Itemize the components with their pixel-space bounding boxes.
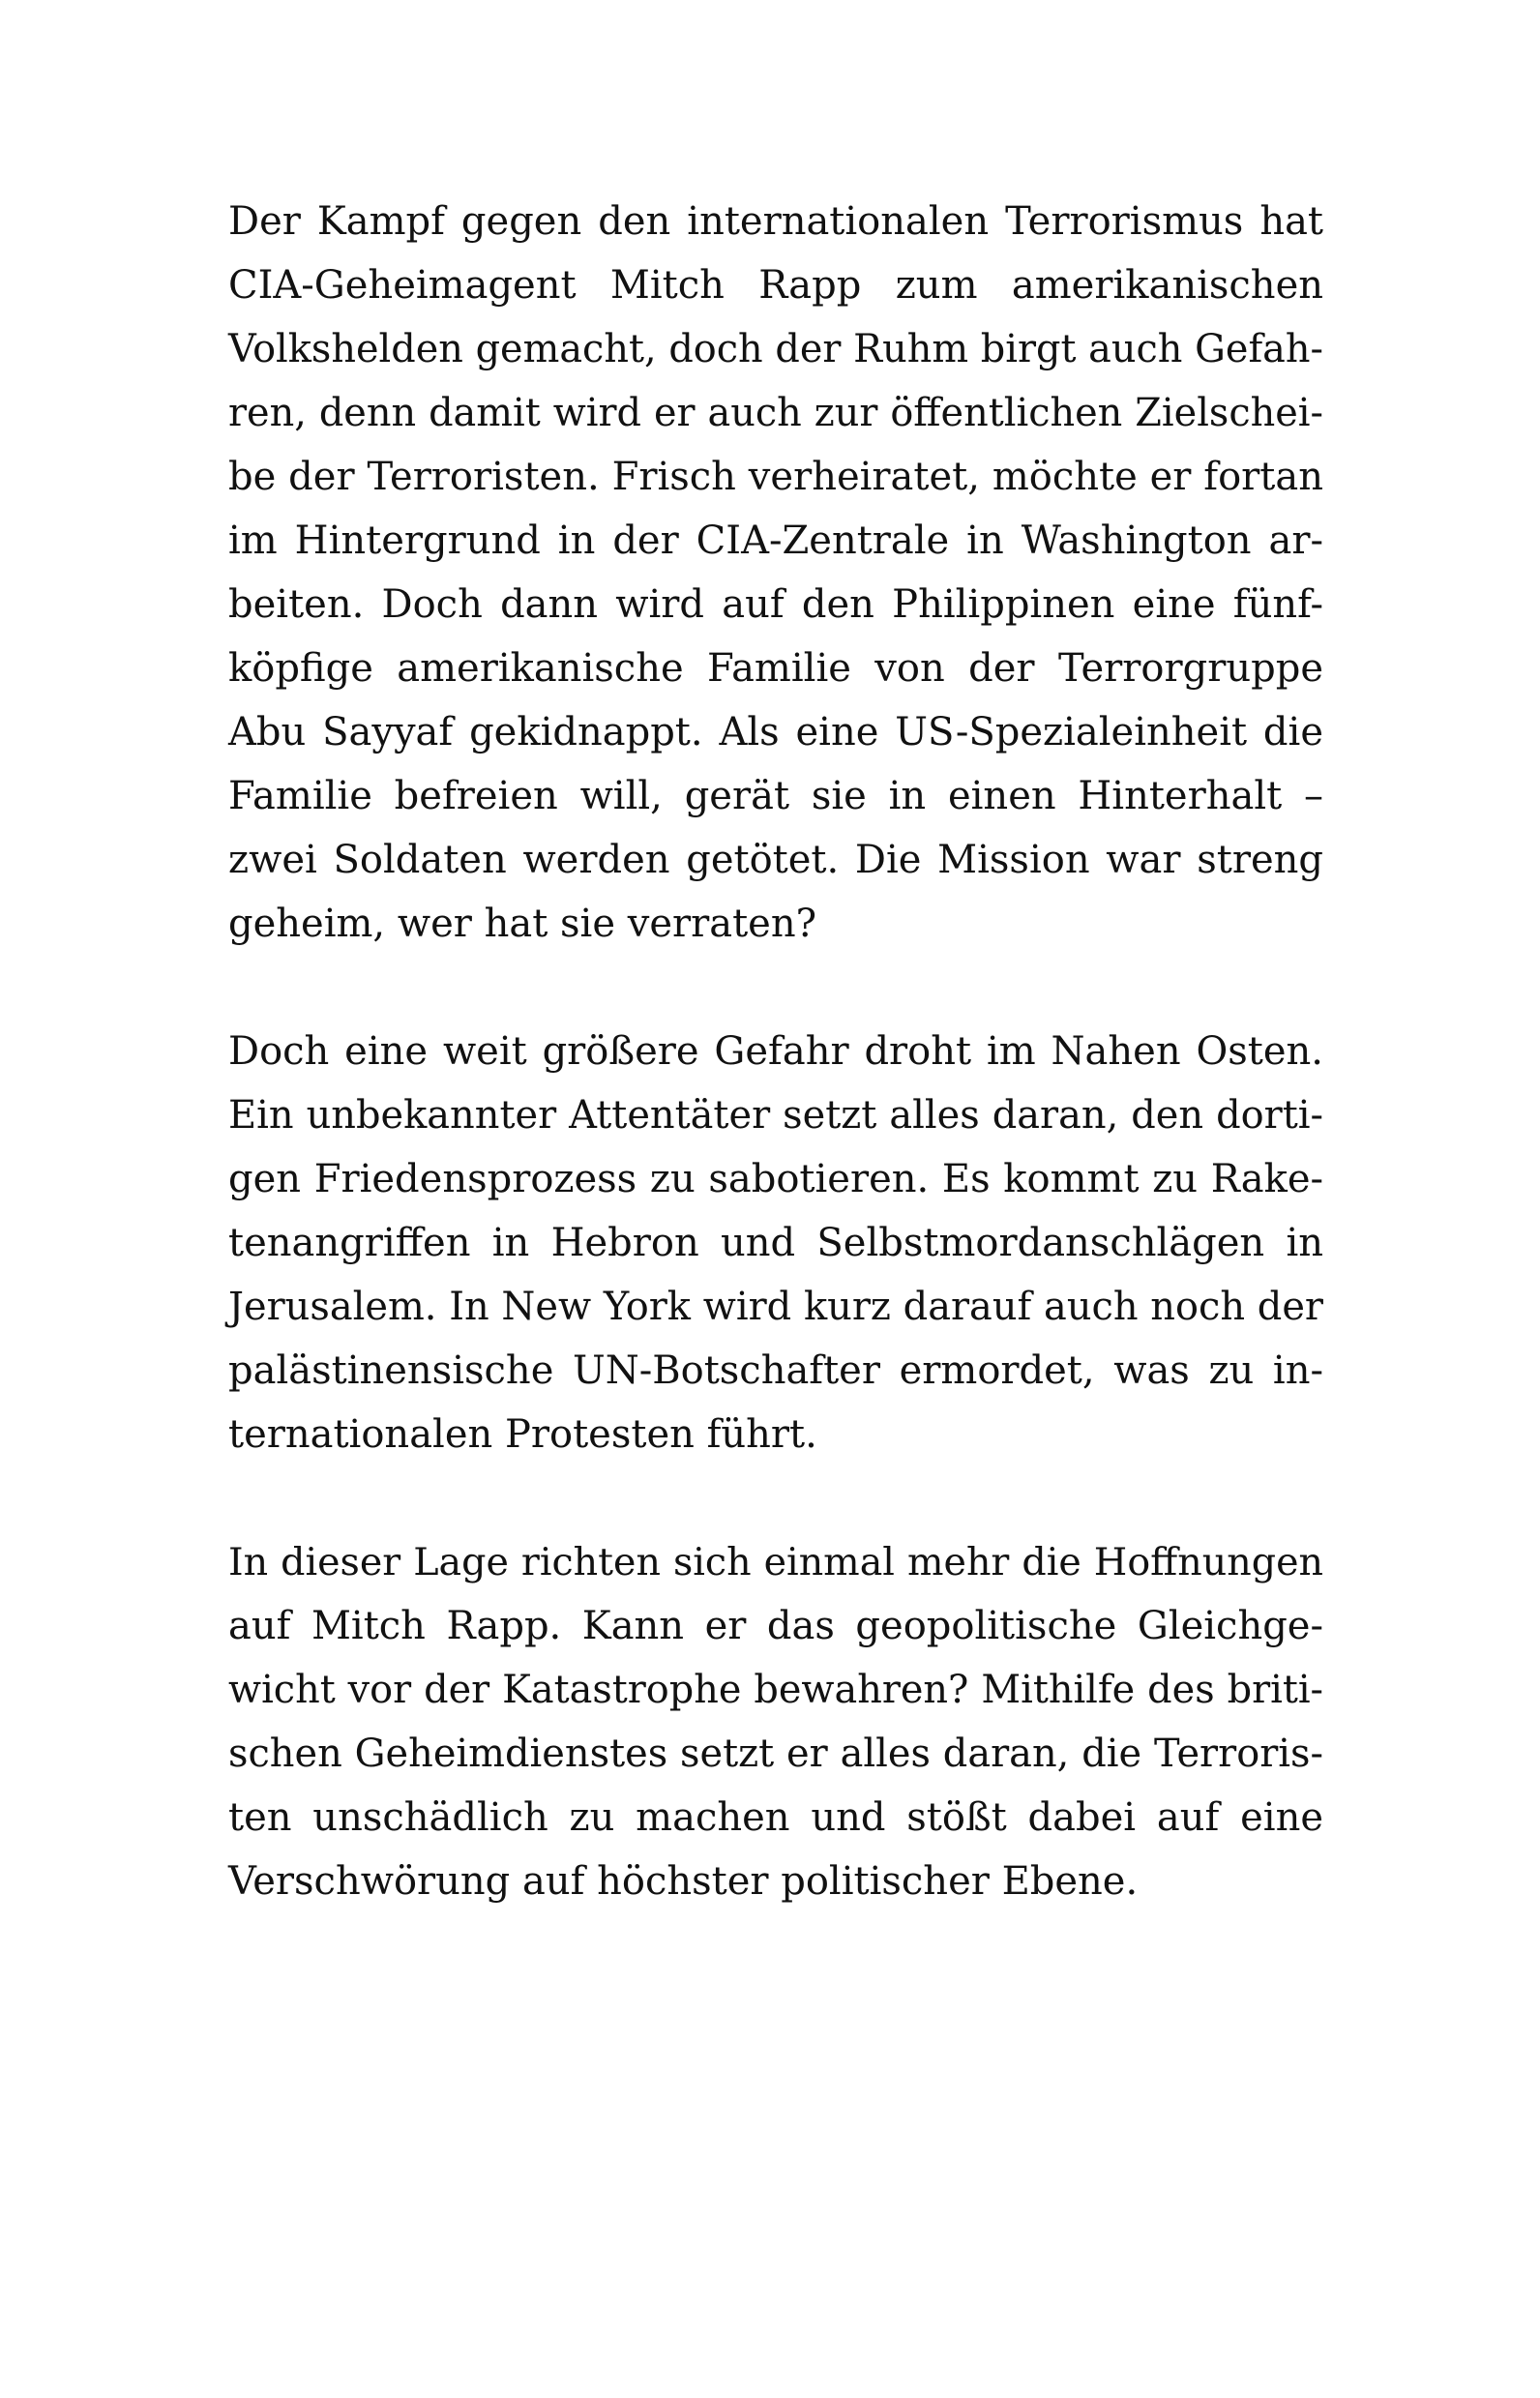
paragraph-2 bbox=[228, 1020, 1323, 1466]
paragraph-3 bbox=[228, 1530, 1323, 1913]
paragraph-spacer bbox=[228, 1466, 1323, 1530]
paragraph-spacer bbox=[228, 956, 1323, 1020]
text-line: be der Terroristen. Frisch verheiratet, möchte er fortan bbox=[228, 455, 1323, 499]
text-line: CIA-Geheimagent Mitch Rapp zum amerikanischen bbox=[228, 263, 1323, 308]
text-line: zwei Soldaten werden getötet. Die Mission war streng bbox=[228, 838, 1323, 882]
text-line: Volkshelden gemacht, doch der Ruhm birgt auch Gefah- bbox=[228, 327, 1323, 371]
text-line: köpfige amerikanische Familie von der Terrorgruppe bbox=[228, 646, 1323, 691]
text-line: im Hintergrund in der CIA-Zentrale in Washington ar- bbox=[228, 518, 1323, 563]
text-line: auf Mitch Rapp. Kann er das geopolitische Gleichge- bbox=[228, 1604, 1323, 1648]
text-line: Doch eine weit größere Gefahr droht im Nahen Osten. bbox=[228, 1029, 1323, 1074]
text-line: schen Geheimdienstes setzt er alles daran, die Terroris- bbox=[228, 1732, 1323, 1776]
text-line: geheim, wer hat sie verraten? bbox=[228, 902, 817, 946]
text-line: palästinensische UN-Botschafter ermordet, was zu in- bbox=[228, 1348, 1323, 1393]
text-line: beiten. Doch dann wird auf den Philippinen eine fünf- bbox=[228, 582, 1323, 627]
text-line: In dieser Lage richten sich einmal mehr die Hoffnungen bbox=[228, 1540, 1323, 1584]
text-line: Der Kampf gegen den internationalen Terrorismus hat bbox=[228, 199, 1323, 244]
text-line: Familie befreien will, gerät sie in einen Hinterhalt – bbox=[228, 774, 1323, 818]
text-line: Ein unbekannter Attentäter setzt alles daran, den dorti- bbox=[228, 1093, 1323, 1138]
text-line: Jerusalem. In New York wird kurz darauf auch noch der bbox=[228, 1285, 1323, 1329]
paragraph-1 bbox=[228, 190, 1323, 956]
text-line: ten unschädlich zu machen und stößt dabei auf eine bbox=[228, 1795, 1323, 1840]
text-line: Verschwörung auf höchster politischer Ebene. bbox=[228, 1859, 1139, 1904]
text-line: Abu Sayyaf gekidnappt. Als eine US-Spezialeinheit die bbox=[228, 710, 1323, 755]
text-line: ren, denn damit wird er auch zur öffentlichen Zielschei- bbox=[228, 391, 1323, 435]
text-line: tenangriffen in Hebron und Selbstmordanschlägen in bbox=[228, 1221, 1323, 1265]
text-line: gen Friedensprozess zu sabotieren. Es kommt zu Rake- bbox=[228, 1157, 1323, 1201]
text-line: ternationalen Protesten führt. bbox=[228, 1412, 817, 1457]
text-line: wicht vor der Katastrophe bewahren? Mithilfe des briti- bbox=[228, 1668, 1323, 1712]
blurb-text bbox=[228, 190, 1323, 1913]
